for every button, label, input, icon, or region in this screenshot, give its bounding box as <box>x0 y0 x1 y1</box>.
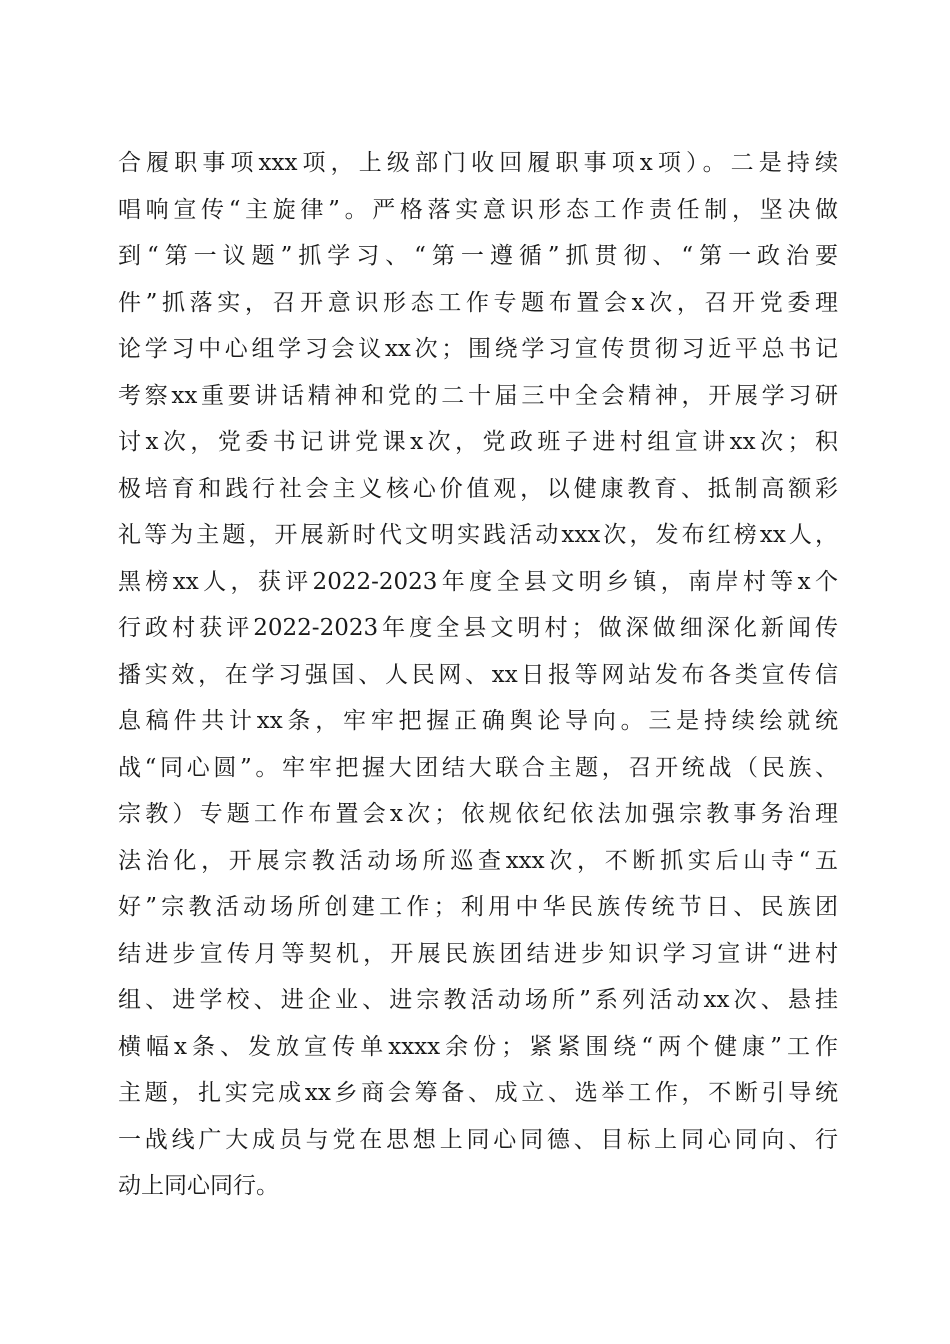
text-line: 行政村获评2022-2023年度全县文明村；做深做细深化新闻传 <box>118 615 838 641</box>
text-line: 组、进学校、进企业、进宗教活动场所”系列活动xx次、悬挂 <box>118 987 838 1013</box>
text-line: 息稿件共计xx条，牢牢把握正确舆论导向。三是持续绘就统 <box>118 708 838 734</box>
text-line: 动上同心同行。 <box>118 1173 279 1199</box>
text-line: 横幅x条、发放宣传单xxxx余份；紧紧围绕“两个健康”工作 <box>118 1033 838 1060</box>
text-line: 合履职事项xxx项，上级部门收回履职事项x项）。二是持续 <box>118 150 838 176</box>
text-line: 论学习中心组学习会议xx次；围绕学习宣传贯彻习近平总书记 <box>118 336 838 362</box>
text-line: 礼等为主题，开展新时代文明实践活动xxx次，发布红榜xx人， <box>118 522 838 548</box>
text-line: 法治化，开展宗教活动场所巡查xxx次，不断抓实后山寺“五 <box>118 847 838 874</box>
text-line: 唱响宣传“主旋律”。严格落实意识形态工作责任制，坚决做 <box>118 196 838 223</box>
text-line: 件”抓落实，召开意识形态工作专题布置会x次，召开党委理 <box>118 289 838 316</box>
text-line: 好”宗教活动场所创建工作；利用中华民族传统节日、民族团 <box>118 894 838 920</box>
body-paragraph <box>118 140 838 1210</box>
text-line: 极培育和践行社会主义核心价值观，以健康教育、抵制高额彩 <box>118 475 838 502</box>
text-line: 一战线广大成员与党在思想上同心同德、目标上同心同向、行 <box>118 1126 838 1153</box>
text-line: 黑榜xx人，获评2022-2023年度全县文明乡镇，南岸村等x个 <box>118 568 838 595</box>
text-line: 结进步宣传月等契机，开展民族团结进步知识学习宣讲“进村 <box>118 940 838 967</box>
text-line: 宗教）专题工作布置会x次；依规依纪依法加强宗教事务治理 <box>118 801 838 827</box>
text-line: 到“第一议题”抓学习、“第一遵循”抓贯彻、“第一政治要 <box>118 243 838 269</box>
text-line: 考察xx重要讲话精神和党的二十届三中全会精神，开展学习研 <box>118 382 838 409</box>
text-line: 讨x次，党委书记讲党课x次，党政班子进村组宣讲xx次；积 <box>118 429 838 455</box>
text-line: 战“同心圆”。牢牢把握大团结大联合主题，召开统战（民族、 <box>118 754 838 781</box>
text-line: 主题，扎实完成xx乡商会筹备、成立、选举工作，不断引导统 <box>118 1080 838 1106</box>
text-line: 播实效，在学习强国、人民网、xx日报等网站发布各类宣传信 <box>118 661 838 688</box>
